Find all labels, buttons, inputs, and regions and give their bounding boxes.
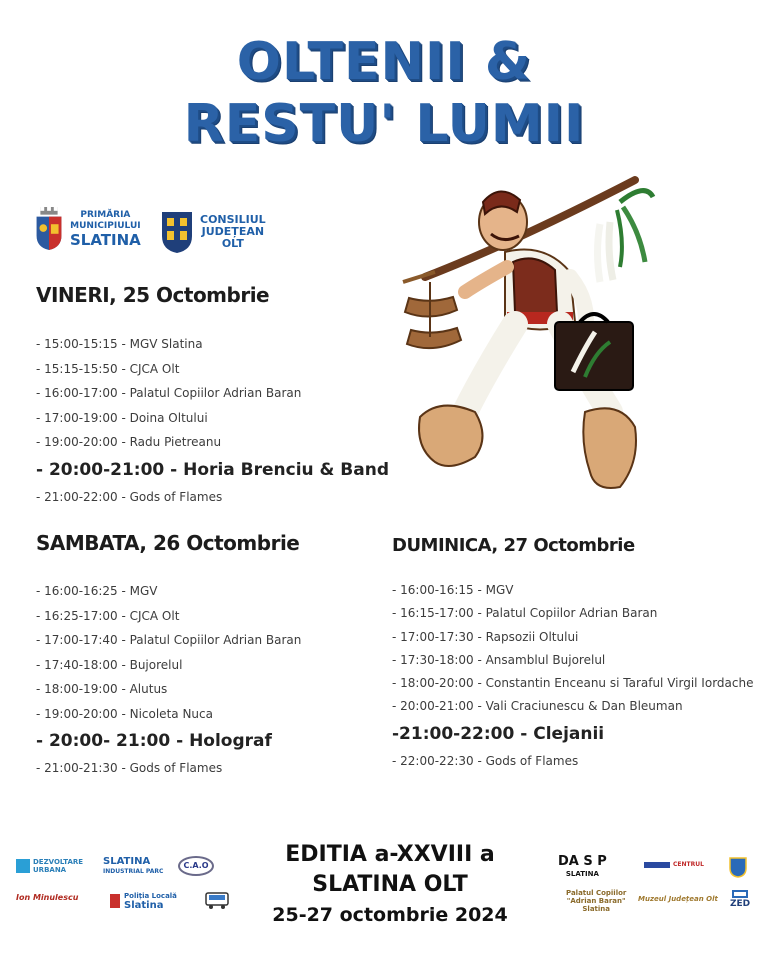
title-line-2: RESTU' LUMII: [183, 94, 585, 154]
consiliul-line-2: JUDEȚEAN: [201, 225, 265, 238]
saturday-day-label: SAMBATA: [36, 531, 140, 555]
primaria-logo: [34, 207, 141, 251]
dezvoltare-logo-icon: [16, 859, 30, 873]
sunday-heading: [392, 535, 635, 556]
consiliul-line-1: CONSILIUL: [200, 213, 266, 226]
list-item: - 17:40-18:00 - Bujorelul: [36, 657, 183, 672]
list-item: - 17:00-17:40 - Palatul Copiilor Adrian Baran: [36, 633, 302, 647]
slatina-crest-icon: [34, 207, 64, 251]
friday-schedule-list: [36, 332, 389, 509]
sponsor-centrul: CENTRUL: [644, 861, 704, 868]
sponsor-ion-minulescu: Ion Minulescu: [16, 893, 79, 902]
sponsor-muzeul: Muzeul Județean Olt: [638, 895, 718, 903]
bus-logo-icon: [204, 889, 230, 911]
sunday-date-label: , 27 Octombrie: [491, 535, 635, 556]
saturday-schedule-list: [36, 579, 301, 781]
saturday-date-label: , 26 Octombrie: [139, 531, 300, 555]
sponsor-dasp: DA S P SLATINA: [558, 854, 607, 878]
saturday-heading: [36, 531, 299, 555]
sponsor-politia-locala: Poliția Locală Slatina: [110, 891, 177, 911]
list-item: - 15:15-15:50 - CJCA Olt: [36, 361, 180, 376]
friday-heading: [36, 283, 269, 307]
footer-location: SLATINA OLT: [312, 872, 468, 897]
consiliul-line-3: OLT: [221, 237, 244, 250]
primaria-line-2: MUNICIPIULUI: [70, 221, 141, 231]
consiliul-logo: [160, 210, 266, 254]
centrul-logo-icon: [644, 862, 670, 868]
list-item-headliner: -21:00-22:00 - Clejanii: [392, 723, 605, 744]
politia-crest-icon: [110, 894, 120, 908]
olt-crest-icon: [160, 210, 194, 254]
sponsor-palatul-copiilor: Palatul Copiilor "Adrian Baran" Slatina: [566, 889, 627, 913]
list-item: - 16:25-17:00 - CJCA Olt: [36, 608, 180, 623]
list-item: - 17:00-17:30 - Rapsozii Oltului: [392, 629, 579, 644]
list-item: - 19:00-20:00 - Radu Pietreanu: [36, 435, 222, 449]
list-item: - 18:00-20:00 - Constantin Enceanu si Taraful Virgil Iordache: [392, 676, 754, 691]
list-item: - 16:00-17:00 - Palatul Copiilor Adrian Baran: [36, 386, 302, 400]
list-item: - 16:00-16:15 - MGV: [392, 583, 514, 597]
list-item: - 19:00-20:00 - Nicoleta Nuca: [36, 706, 213, 721]
footer-edition: EDITIA a-XXVIII a: [285, 842, 495, 867]
list-item-headliner: - 20:00- 21:00 - Holograf: [36, 731, 272, 751]
list-item: - 21:00-21:30 - Gods of Flames: [36, 761, 223, 775]
sponsor-slatina-parc: SLATINA INDUSTRIAL PARC: [103, 856, 164, 875]
list-item: - 16:00-16:25 - MGV: [36, 584, 158, 598]
list-item: - 22:00-22:30 - Gods of Flames: [392, 753, 579, 768]
friday-day-label: VINERI: [36, 283, 110, 307]
sponsor-dezvoltare-urbana: DEZVOLTARE URBANA: [16, 858, 83, 874]
friday-date-label: , 25 Octombrie: [109, 283, 270, 307]
list-item: - 16:15-17:00 - Palatul Copiilor Adrian Baran: [392, 606, 658, 621]
crest-small-icon: [728, 856, 748, 878]
list-item: - 15:00-15:15 - MGV Slatina: [36, 337, 203, 351]
title-line-1: OLTENII &: [236, 32, 532, 92]
sunday-schedule-list: [392, 579, 753, 773]
sunday-day-label: DUMINICA: [392, 535, 492, 556]
zed-logo-icon: [732, 890, 748, 898]
list-item: - 18:00-19:00 - Alutus: [36, 682, 168, 696]
oltean-character-illustration: [395, 172, 665, 502]
footer-dates: 25-27 octombrie 2024: [272, 904, 508, 926]
list-item-headliner: - 20:00-21:00 - Horia Brenciu & Band: [36, 459, 389, 480]
list-item: - 17:00-19:00 - Doina Oltului: [36, 410, 208, 425]
primaria-line-1: PRIMĂRIA: [80, 210, 131, 220]
list-item: - 17:30-18:00 - Ansamblul Bujorelul: [392, 652, 606, 667]
sponsor-zed: ZED: [730, 890, 750, 909]
list-item: - 21:00-22:00 - Gods of Flames: [36, 489, 223, 504]
sponsor-cao: C.A.O: [178, 856, 214, 876]
primaria-line-3: SLATINA: [70, 231, 141, 249]
list-item: - 20:00-21:00 - Vali Craciunescu & Dan Bleuman: [392, 699, 683, 714]
